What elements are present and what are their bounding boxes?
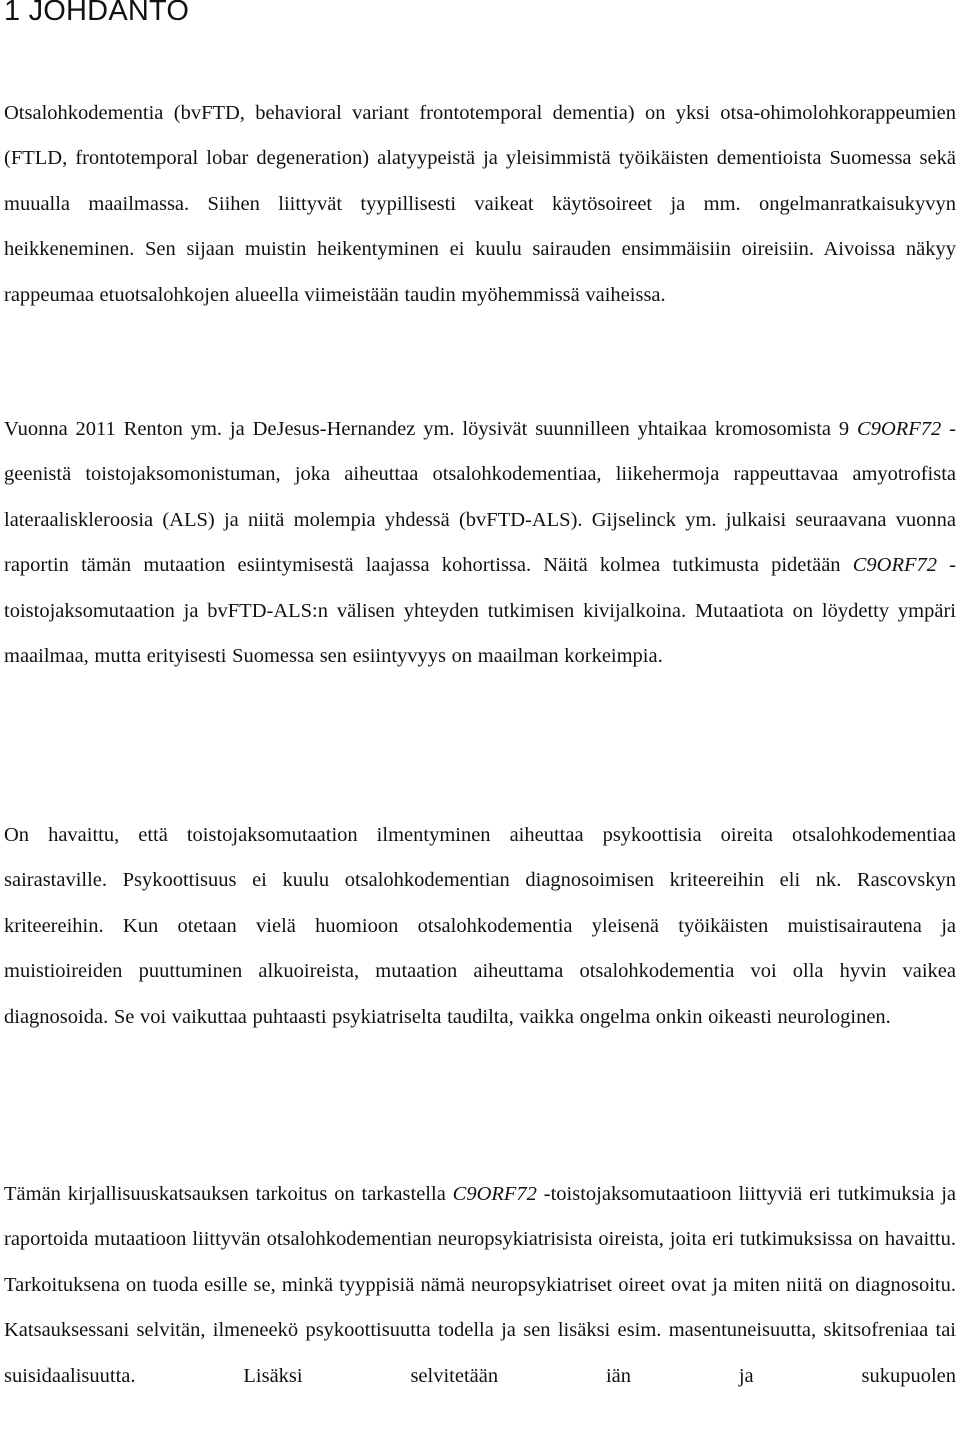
paragraph-text: Otsalohkodementia (bvFTD, behavioral variant frontotemporal dementia) on yksi otsa-ohimolohkorappeumien (FTLD, frontotemporal lobar degeneration) alatyypeistä ja yleisimmistä työikäisten dementioista Suomessa sekä muualla maailmassa. Siihen liittyvät tyypillisesti vaikeat käytösoireet ja mm. ongelmanratkaisukyvyn heikkeneminen. Sen sijaan muistin heikentyminen ei kuulu sairauden ensimmäisiin oireisiin. Aivoissa näkyy rappeumaa etuotsalohkojen alueella viimeistään taudin myöhemmissä vaiheissa.	[4, 102, 956, 306]
paragraph-text: -toistojaksomutaatioon liittyviä eri tutkimuksia ja raportoida mutaatioon liittyvän otsalohkodementian neuropsykiatrisista oireista, joita eri tutkimuksissa on havaittu. Tarkoituksena on tuoda esille se, minkä tyyppisiä nämä neuropsykiatriset oireet ovat ja miten niitä on diagnosoitu. Katsauksessani selvitän, ilmeneekö psykoottisuutta todella ja sen lisäksi esim. masentuneisuutta, skitsofreniaa tai suisidaalisuutta. Lisäksi selvitetään iän ja sukupuolen	[4, 1183, 956, 1387]
gene-name: C9ORF72	[852, 554, 937, 577]
paragraph-text: On havaittu, että toistojaksomutaation ilmentyminen aiheuttaa psykoottisia oireita otsalohkodementiaa sairastaville. Psykoottisuus ei kuulu otsalohkodementian diagnosoimisen kriteereihin eli nk. Rascovskyn kriteereihin. Kun otetaan vielä huomioon otsalohkodementia yleisenä työikäisten muistisairautena ja muistioireiden puuttuminen alkuoireista, mutaation aiheuttama otsalohkodementia voi olla hyvin vaikea diagnosoida. Se voi vaikuttaa puhtaasti psykiatriselta taudilta, vaikka ongelma onkin oikeasti neurologinen.	[4, 824, 956, 1028]
paragraph-introduction	[4, 91, 956, 318]
paragraph-text: Vuonna 2011 Renton ym. ja DeJesus-Hernandez ym. löysivät suunnilleen yhtaikaa kromosomista 9	[4, 418, 858, 440]
section-heading: 1 JOHDANTO	[4, 0, 190, 27]
paragraph-c9orf72-discovery	[4, 407, 956, 679]
paragraph-text: -geenistä toistojaksomonistuman, joka aiheuttaa otsalohkodementiaa, liikehermoja rappeuttavaa amyotrofista lateraaliskleroosia (ALS) ja niitä molempia yhdessä (bvFTD-ALS). Gijselinck ym. julkaisi seuraavana vuonna raportin tämän mutaation esiintymisestä laajassa kohortissa. Näitä kolmea tutkimusta pidetään	[4, 418, 956, 577]
document-page	[4, 0, 956, 1387]
gene-name: C9ORF72	[857, 418, 942, 440]
paragraph-text: Tämän kirjallisuuskatsauksen tarkoitus on tarkastella	[4, 1183, 453, 1205]
gene-name: C9ORF72	[452, 1183, 537, 1205]
paragraph-review-purpose	[4, 1172, 956, 1399]
paragraph-text: -toistojaksomutaation ja bvFTD-ALS:n välisen yhteyden tutkimisen kivijalkoina. Mutaatiota on löydetty ympäri maailmaa, mutta erityisesti Suomessa sen esiintyvyys on maailman korkeimpia.	[4, 554, 956, 668]
paragraph-psychotic-symptoms	[4, 813, 956, 1040]
